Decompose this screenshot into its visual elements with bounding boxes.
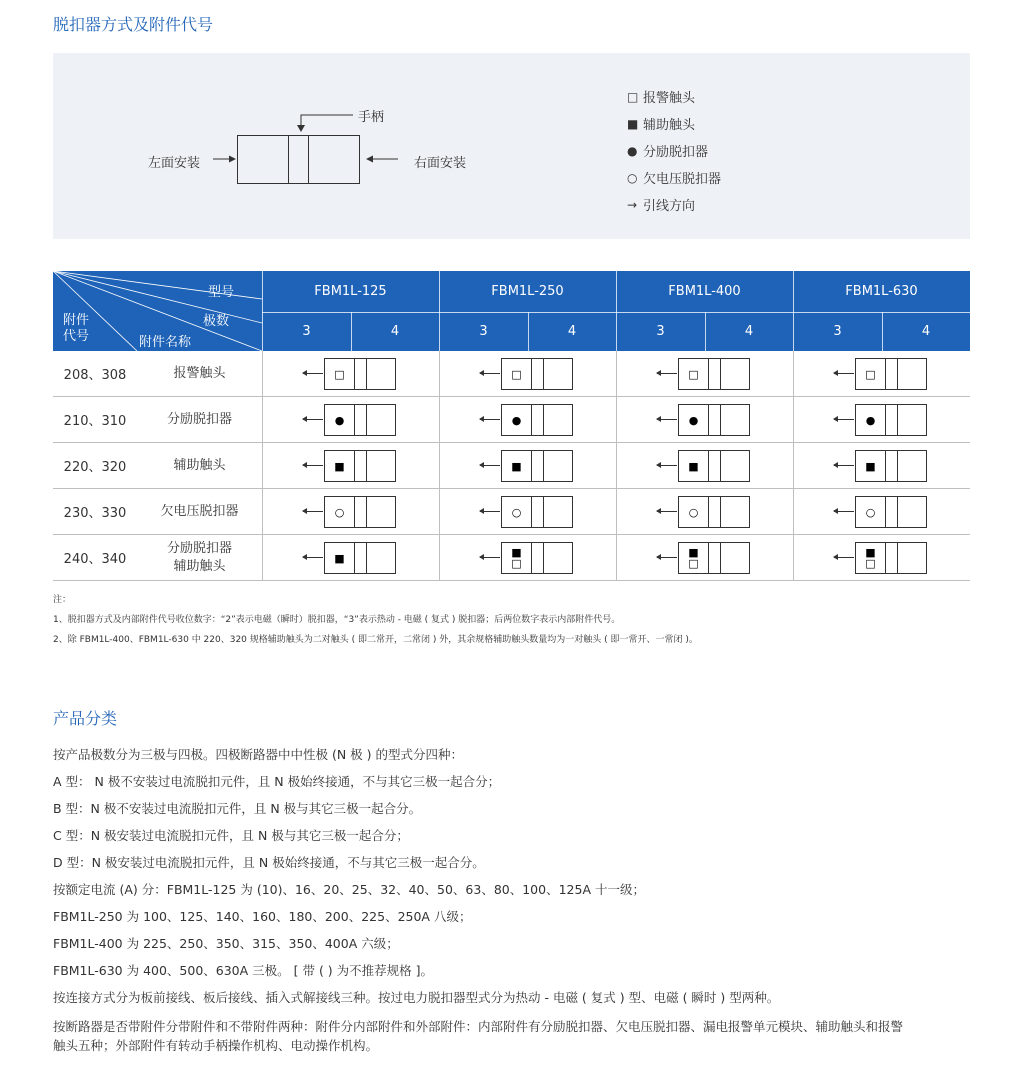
accessory-name: 分励脱扣器 辅助触头 [166,540,232,574]
corner-poles-label: 极数 [203,314,230,329]
accessory-symbol-icon: ■ □ [688,546,699,570]
diagram-arrows [53,53,970,239]
lead-direction-arrow-icon [480,373,500,374]
lead-direction-arrow-icon [480,419,500,420]
lead-direction-arrow-icon [480,465,500,466]
paragraph: 按产品极数分为三极与四极。四极断路器中中性极 (N 极 ) 的型式分四种： [53,747,463,762]
legend-item [627,83,721,110]
left-mount-label: 左面安装 [148,156,201,171]
lead-direction-arrow-icon: → [627,197,638,212]
paragraph: A 型： N 极不安装过电流脱扣元件，且 N 极始终接通，不与其它三极一起合分； [53,774,501,789]
legend-label: 欠电压脱扣器 [643,172,722,187]
pole-header: 3 [833,324,842,339]
accessory-symbol-icon: ■ [511,459,522,473]
breaker-symbol [855,404,927,436]
paragraph: B 型：N 极不安装过电流脱扣元件，且 N 极与其它三极一起合分。 [53,801,422,816]
pole-header: 4 [567,324,577,339]
breaker-symbol [678,496,750,528]
paragraph: FBM1L-400 为 225、250、350、315、350、400A 六级； [53,936,399,951]
legend-label: 辅助触头 [643,118,696,133]
corner-code-label: 附件 代号 [63,313,90,344]
notes-heading: 注： [53,595,72,605]
paragraph: 按断路器是否带附件分带附件和不带附件两种：附件分内部附件和外部附件：内部附件有分励脱扣器、欠电压脱扣器、漏电报警单元模块、辅助触头和报警 触头五种；外部附件有转动手柄操作机构、电动操作机构。 [53,1019,904,1053]
note-item: 1、脱扣器方式及内部附件代号收位数字：“2”表示电磁（瞬时）脱扣器，“3”表示热动 - 电磁 ( 复式 ) 脱扣器；后两位数字表示内部附件代号。 [53,615,621,625]
breaker-symbol [501,404,573,436]
lead-direction-arrow-icon [834,373,854,374]
breaker-symbol [678,358,750,390]
lead-direction-arrow-icon [834,419,854,420]
legend-item [627,137,721,164]
accessory-code: 210、310 [63,414,127,429]
accessory-symbol-icon: □ [865,367,876,381]
table-row [53,489,970,535]
shunt-release-symbol: ● [627,143,638,158]
accessory-symbol-icon: ○ [688,505,699,519]
model-header-400: FBM1L-400 [668,284,741,299]
legend-item [627,110,721,137]
accessory-code-table [53,271,970,581]
right-mount-label: 右面安装 [414,156,467,171]
accessory-symbol-icon: □ [334,367,345,381]
paragraph: 按额定电流 (A) 分：FBM1L-125 为 (10)、16、20、25、32、40、50、63、80、100、125A 十一级； [53,882,645,897]
table-header [53,271,970,351]
accessory-symbol-icon: ■ [688,459,699,473]
legend-label: 报警触头 [643,91,696,106]
model-header-630: FBM1L-630 [845,284,918,299]
legend-label: 分励脱扣器 [643,145,709,160]
aux-contact-symbol: ■ [627,116,639,131]
lead-direction-arrow-icon [834,465,854,466]
breaker-symbol [855,496,927,528]
pole-header: 4 [744,324,754,339]
breaker-symbol [678,450,750,482]
alarm-contact-symbol: □ [627,89,639,104]
breaker-symbol [324,496,396,528]
paragraph: FBM1L-250 为 100、125、140、160、180、200、225、250A 八级； [53,909,472,924]
note-item: 2、除 FBM1L-400、FBM1L-630 中 220、320 规格辅助触头为二对触头 ( 即二常开，二常闭 ) 外，其余规格辅助触头数量均为一对触头 ( 即一常开、一常闭 )。 [53,635,698,645]
accessory-name: 分励脱扣器 [166,411,232,427]
accessory-symbol-icon: ● [334,413,345,427]
table-row [53,351,970,397]
accessory-name: 欠电压脱扣器 [160,503,239,519]
breaker-symbol [855,358,927,390]
breaker-symbol [501,542,573,574]
breaker-symbol [501,496,573,528]
lead-direction-arrow-icon [303,373,323,374]
accessory-symbol-icon: ○ [334,505,345,519]
table-body [53,351,970,581]
section-title-product-classification: 产品分类 [53,709,118,728]
pole-header: 4 [390,324,400,339]
release-diagram [53,53,970,239]
undervoltage-release-symbol: ○ [627,170,638,185]
pole-header: 3 [302,324,311,339]
legend [627,83,721,218]
accessory-symbol-icon: ● [688,413,699,427]
lead-direction-arrow-icon [480,511,500,512]
breaker-outline [237,135,360,184]
paragraph: D 型：N 极安装过电流脱扣元件，且 N 极始终接通，不与其它三极一起合分。 [53,855,485,870]
corner-name-label: 附件名称 [139,335,192,350]
pole-header: 3 [479,324,488,339]
table-row [53,443,970,489]
lead-direction-arrow-icon [657,465,677,466]
accessory-symbol-icon: ○ [511,505,522,519]
accessory-name: 辅助触头 [173,457,226,473]
lead-direction-arrow-icon [303,557,323,558]
lead-direction-arrow-icon [834,557,854,558]
accessory-code: 220、320 [63,460,127,475]
accessory-symbol-icon: ● [865,413,876,427]
handle-label: 手柄 [358,110,385,125]
legend-item [627,191,721,218]
accessory-symbol-icon: ■ [865,459,876,473]
lead-direction-arrow-icon [303,465,323,466]
breaker-symbol [324,450,396,482]
accessory-symbol-icon: ■ [334,459,345,473]
table-notes [53,590,698,650]
accessory-symbol-icon: ■ [334,551,345,565]
legend-label: 引线方向 [643,199,696,214]
breaker-symbol [324,404,396,436]
lead-direction-arrow-icon [834,511,854,512]
classification-text [53,741,973,1055]
lead-direction-arrow-icon [657,373,677,374]
breaker-symbol [324,358,396,390]
breaker-symbol [678,542,750,574]
lead-direction-arrow-icon [480,557,500,558]
lead-direction-arrow-icon [303,419,323,420]
section-title-release-modes: 脱扣器方式及附件代号 [53,15,214,34]
table-row [53,397,970,443]
accessory-symbol-icon: □ [688,367,699,381]
corner-model-label: 型号 [208,285,235,300]
table-row [53,535,970,581]
lead-direction-arrow-icon [303,511,323,512]
lead-direction-arrow-icon [657,557,677,558]
model-header-125: FBM1L-125 [314,284,387,299]
pole-header: 3 [656,324,665,339]
breaker-symbol [855,450,927,482]
breaker-symbol [324,542,396,574]
lead-direction-arrow-icon [657,419,677,420]
paragraph: FBM1L-630 为 400、500、630A 三极。 [ 带 ( ) 为不推荐规格 ]。 [53,963,434,978]
breaker-symbol [501,450,573,482]
accessory-symbol-icon: ■ □ [865,546,876,570]
accessory-code: 240、340 [63,552,127,567]
breaker-symbol [678,404,750,436]
accessory-code: 208、308 [63,368,127,383]
accessory-code: 230、330 [63,506,127,521]
accessory-symbol-icon: □ [511,367,522,381]
legend-item [627,164,721,191]
accessory-name: 报警触头 [173,365,226,381]
lead-direction-arrow-icon [657,511,677,512]
breaker-symbol [501,358,573,390]
accessory-symbol-icon: ● [511,413,522,427]
pole-header: 4 [921,324,931,339]
paragraph: 按连接方式分为板前接线、板后接线、插入式解接线三种。按过电力脱扣器型式分为热动 - 电磁 ( 复式 ) 型、电磁 ( 瞬时 ) 型两种。 [53,990,780,1005]
model-header-250: FBM1L-250 [491,284,564,299]
breaker-symbol [855,542,927,574]
accessory-symbol-icon: ○ [865,505,876,519]
paragraph: C 型：N 极安装过电流脱扣元件，且 N 极与其它三极一起合分； [53,828,409,843]
accessory-symbol-icon: ■ □ [511,546,522,570]
